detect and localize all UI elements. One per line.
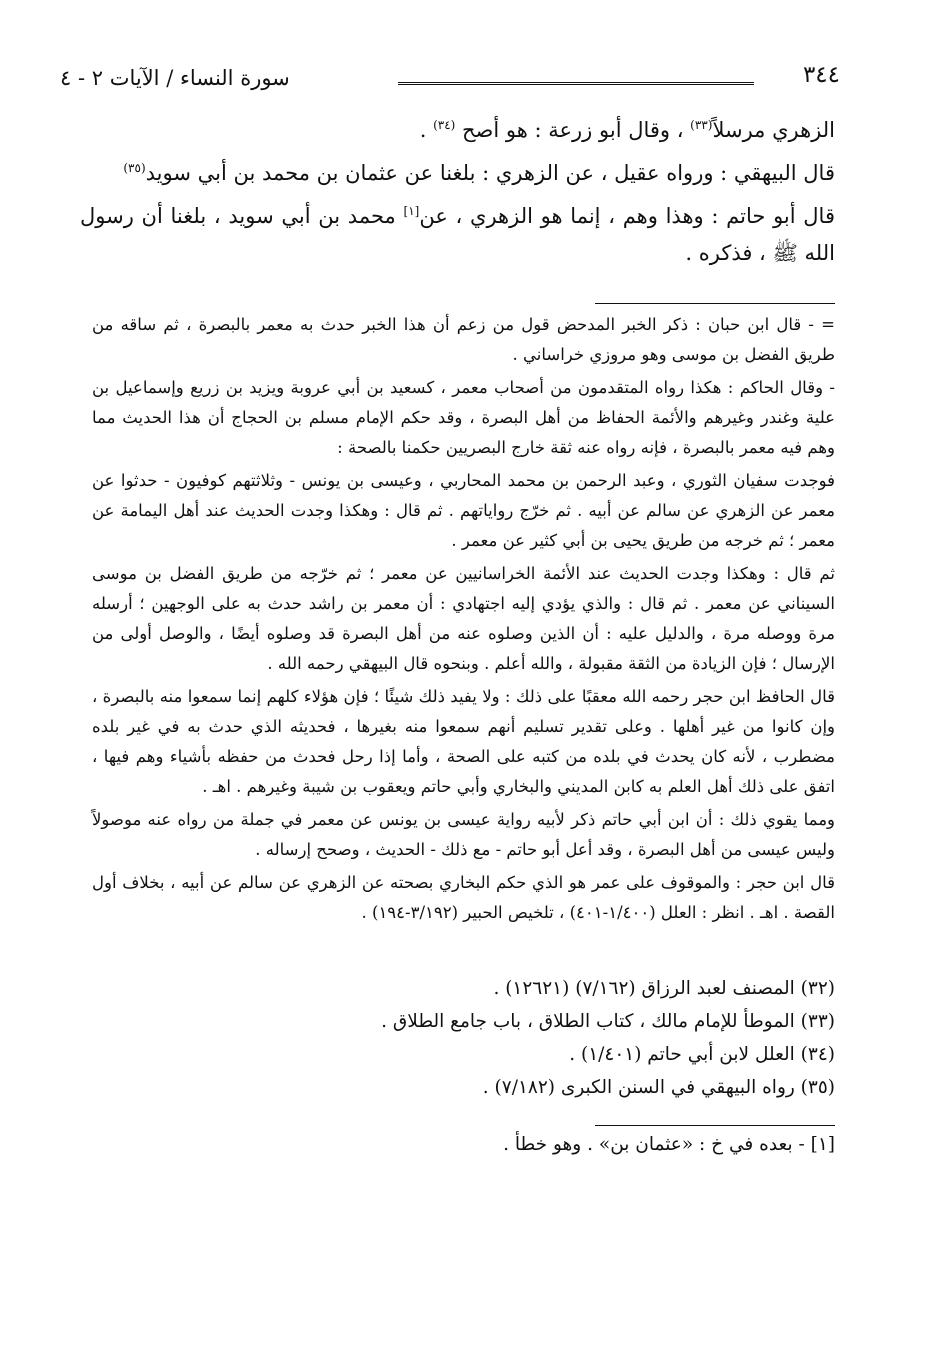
footnote-33: (٣٣) الموطأ للإمام مالك ، كتاب الطلاق ، باب جامع الطلاق . [381, 1011, 835, 1032]
header-rule [398, 82, 754, 87]
main-paragraph-3 [80, 198, 835, 272]
variant-note: [١] - بعده في خ : «عثمان بن» . وهو خطأ . [503, 1134, 835, 1155]
footnote-34: (٣٤) العلل لابن أبي حاتم (١/٤٠١) . [569, 1044, 835, 1065]
footnote-35: (٣٥) رواه البيهقي في السنن الكبرى (٧/١٨٢) . [482, 1077, 835, 1098]
main-paragraph-3-text2: محمد بن أبي سويد ، بلغنا أن رسول الله ﷺ ، فذكره . [80, 204, 835, 265]
note-paragraph: - وقال الحاكم : هكذا رواه المتقدمون من أصحاب معمر ، كسعيد بن أبي عروبة ويزيد بن زريع وإسماعيل بن علية وغندر وغيرهم والأئمة الحفاظ من أهل البصرة ، وقد حكم الإمام مسلم بن الحجاج أن هذا الحديث مما وهم فيه معمر بالبصرة ، فإنه رواه عنه ثقة خارج البصريين حكمنا بالصحة : [92, 378, 835, 457]
main-paragraph-2 [80, 155, 835, 192]
page-header [60, 58, 840, 98]
footnote-ref-35: (٣٥) [123, 161, 146, 175]
footnote-ref-34: (٣٤) [433, 118, 456, 132]
continued-notes [92, 310, 835, 931]
main-line-1-text2: ، وقال أبو زرعة : هو أصح [455, 118, 691, 142]
variant-separator [595, 1125, 835, 1126]
main-line-1-text: الزهري مرسلاً [712, 118, 835, 142]
main-line-1 [80, 112, 835, 149]
main-line-1-end: . [419, 118, 434, 142]
note-paragraph: فوجدت سفيان الثوري ، وعبد الرحمن بن محمد المحاربي ، وعيسى بن يونس - وثلاثتهم كوفيون - حدثوا عن معمر عن الزهري عن سالم عن أبيه . ثم خرّج رواياتهم . ثم قال : وهكذا وجدت الحديث عند أهل اليمامة عن معمر ؛ ثم خرجه من طريق يحيى بن أبي كثير عن معمر . [92, 471, 835, 550]
note-paragraph: قال الحافظ ابن حجر رحمه الله معقبًا على ذلك : ولا يفيد ذلك شيئًا ؛ فإن هؤلاء كلهم إنما سمعوا منه بالبصرة ، وإن كانوا من غير أهلها . وعلى تقدير تسليم أنهم سمعوا منه بغيرها ، فحديثه الذي حدث به في غير بلده مضطرب ، لأنه كان يحدث في بلده من كتبه على الصحة ، وأما إذا رحل فحدث من حفظه بأشياء وهم فيها ، اتفق على ذلك أهل العلم به كابن المديني والبخاري وأبي حاتم ويعقوب بن شيبة وغيرهم . اهـ . [92, 687, 835, 796]
note-paragraph: ثم قال : وهكذا وجدت الحديث عند الأئمة الخراسانيين عن معمر ؛ ثم خرّجه من طريق الفضل بن موسى السيناني عن معمر . ثم قال : والذي يؤدي إليه اجتهادي : أن معمر بن راشد حدث به على الوجهين ؛ أرسله مرة ووصله مرة ، والدليل عليه : أن الذين وصلوه عنه من أهل البصرة قد وصلوه أيضًا ، والوصل أولى من الإرسال ؛ فإن الزيادة من الثقة مقبولة ، والله أعلم . وبنحوه قال البيهقي رحمه الله . [92, 564, 835, 673]
footnote-ref-33: (٣٣) [690, 118, 713, 132]
main-paragraph-2-text: قال البيهقي : ورواه عقيل ، عن الزهري : بلغنا عن عثمان بن محمد بن أبي سويد [145, 161, 835, 185]
footnotes [92, 972, 835, 1104]
variant-ref-1: [١] [403, 204, 420, 218]
footnote-32: (٣٢) المصنف لعبد الرزاق (٧/١٦٢) (١٢٦٢١) . [493, 978, 835, 999]
notes-separator [595, 303, 835, 304]
surah-title: سورة النساء / الآيات ٢ - ٤ [60, 66, 290, 90]
page-number: ٣٤٤ [802, 62, 840, 88]
note-paragraph: = - قال ابن حبان : ذكر الخبر المدحض قول من زعم أن هذا الخبر حدث به معمر بالبصرة ، ثم ساقه من طريق الفضل بن موسى وهو مروزي خراساني . [92, 315, 835, 364]
main-paragraph-3-text: قال أبو حاتم : وهذا وهم ، إنما هو الزهري ، عن [419, 204, 835, 228]
main-text [80, 112, 835, 278]
note-paragraph: ومما يقوي ذلك : أن ابن أبي حاتم ذكر لأبيه رواية عيسى بن يونس عن معمر في جملة من رواه عنه موصولاً وليس عيسى من أهل البصرة ، وقد أعل أبو حاتم - مع ذلك - الحديث ، وصحح إرساله . [92, 810, 835, 859]
note-paragraph: قال ابن حجر : والموقوف على عمر هو الذي حكم البخاري بصحته عن الزهري عن سالم عن أبيه ، بخلاف أول القصة . اهـ . انظر : العلل (١/٤٠٠-٤٠١) ، تلخيص الحبير (٣/١٩٢-١٩٤) . [92, 873, 835, 922]
